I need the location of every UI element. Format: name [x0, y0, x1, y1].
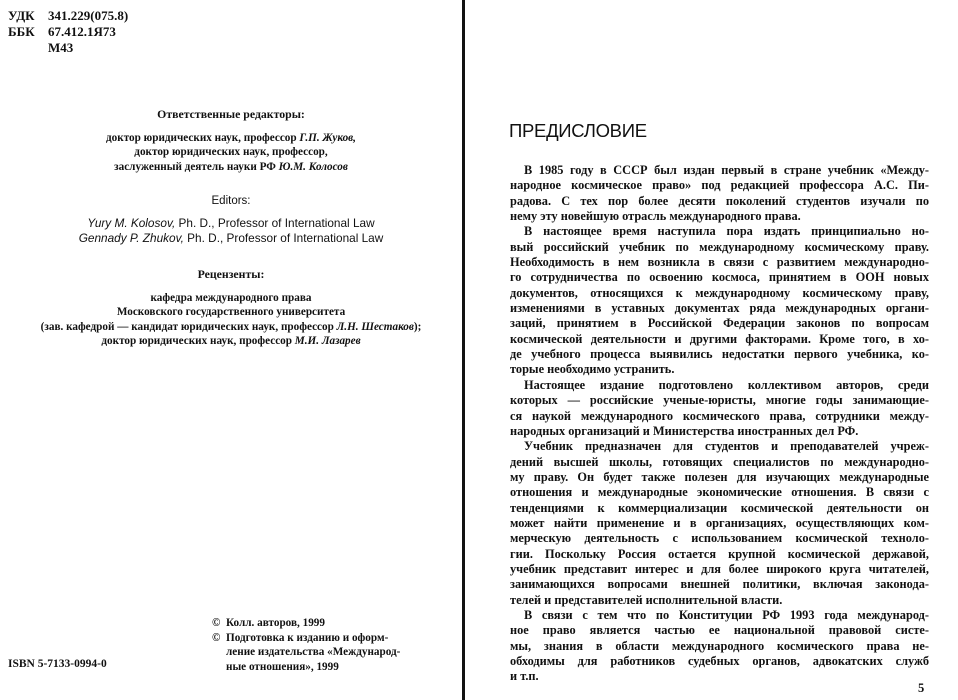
classification-value: 67.412.1Я73	[48, 24, 116, 39]
classification-author-mark	[8, 40, 128, 56]
classification-udk	[8, 8, 128, 24]
responsible-editors-heading: Ответственные редакторы:	[157, 107, 305, 121]
classification-codes	[8, 8, 128, 56]
copyright-line: ление издательства «Международ-	[226, 646, 401, 659]
preface-body	[510, 163, 929, 685]
left-page	[0, 0, 462, 700]
copyright-line: ные отношения», 1999	[226, 660, 339, 673]
editor-en-line: Yury M. Kolosov, Ph. D., Professor of International Law	[87, 215, 375, 230]
classification-value: 341.229(075.8)	[48, 8, 129, 23]
page-gutter	[462, 0, 465, 700]
editor-name: Г.П. Жуков,	[299, 131, 356, 144]
classification-bbk	[8, 24, 128, 40]
paragraph: В 1985 году в СССР был издан первый в стране учебник «Между- народное космическое право» под редакцией профессора А.С. Пи- радова. С тех пор более десяти поколений студентов изучали по нему эту новейшую отрасль международного права.	[510, 163, 929, 224]
editor-en-line: Gennady P. Zhukov, Ph. D., Professor of International Law	[78, 230, 384, 245]
page-number: 5	[918, 681, 925, 695]
copyright-icon: ©	[212, 631, 221, 644]
classification-key: ББК	[8, 24, 35, 39]
reviewer-name: Л.Н. Шестаков	[336, 320, 414, 333]
preface-title: ПРЕДИСЛОВИЕ	[509, 120, 647, 141]
editor-line: доктор юридических наук, профессор Г.П. Жуков,	[106, 131, 356, 144]
editor-line: доктор юридических наук, профессор,	[134, 146, 328, 159]
reviewer-name: М.И. Лазарев	[294, 335, 361, 348]
responsible-editors	[0, 107, 462, 174]
reviewer-line: Московского государственного университета	[116, 306, 346, 319]
editor-line: заслуженный деятель науки РФ Ю.М. Колосов	[114, 160, 348, 173]
copyright-line: © Подготовка к изданию и оформ-	[212, 631, 389, 644]
editors-english	[0, 194, 462, 246]
paragraph: Настоящее издание подготовлено коллективом авторов, среди которых — российские ученые-юристы, многие годы занимающие- ся наукой международного космического права, сотрудники между- народных организаций и Министерства иностранных дел РФ.	[510, 377, 929, 438]
editor-name: Gennady P. Zhukov,	[78, 230, 184, 245]
copyright-icon: ©	[212, 617, 221, 629]
reviewers-heading: Рецензенты:	[197, 267, 265, 281]
paragraph: Учебник предназначен для студентов и преподавателей учреж- дений высшей школы, готовящих специалистов по международно- му праву. Он будет также полезен для изучающих международные отношения и международные экономические отношения. В связи с тенденциями к коммерциализации космической деятельности он может найти применение и в организациях, осуществляющих ком- мерческую деятельность с использованием космической техноло- гии. Поскольку Россия остается крупной космической державой, учебник представит интерес и для более широкого круга читателей, занимающихся вопросами внешней политики, включая законода- телей и представителей исполнительной власти.	[510, 439, 929, 607]
reviewer-line: (зав. кафедрой — кандидат юридических наук, профессор Л.Н. Шестаков);	[40, 320, 422, 333]
reviewer-line: кафедра международного права	[150, 291, 312, 304]
paragraph: В связи с тем что по Конституции РФ 1993 года международ- ное право является частью ее национальной правовой систе- мы, знания в области международного космического права не- обходимы для работников судебных органов, адвокатских служб и т.п.	[510, 607, 929, 684]
reviewer-line: доктор юридических наук, профессор М.И. Лазарев	[101, 335, 361, 348]
editors-heading: Editors:	[211, 195, 251, 207]
isbn: ISBN 5-7133-0994-0	[8, 658, 107, 670]
editor-name: Yury M. Kolosov,	[87, 215, 176, 230]
paragraph: В настоящее время наступила пора издать принципиально но- вый российский учебник по международному космическому праву. Необходимость в нем возникла в связи с развитием международно- го сотрудничества по освоению космоса, принятием в ООН новых документов, относящихся к международному космическому праву, изменениями в уставных документах ряда международных органи- заций, принятием в Российской Федерации законов по вопросам космической деятельности и другими факторами. Кроме того, в хо- де учебного процесса выявились недостатки первого учебника, ко- торые необходимо устранить.	[510, 224, 929, 377]
classification-value: М43	[48, 40, 74, 55]
classification-key	[8, 40, 48, 56]
copyright-notice	[212, 616, 400, 674]
editor-name: Ю.М. Колосов	[278, 160, 348, 173]
reviewers	[0, 267, 462, 349]
classification-key: УДК	[8, 8, 35, 23]
copyright-line: © Колл. авторов, 1999	[212, 617, 325, 629]
